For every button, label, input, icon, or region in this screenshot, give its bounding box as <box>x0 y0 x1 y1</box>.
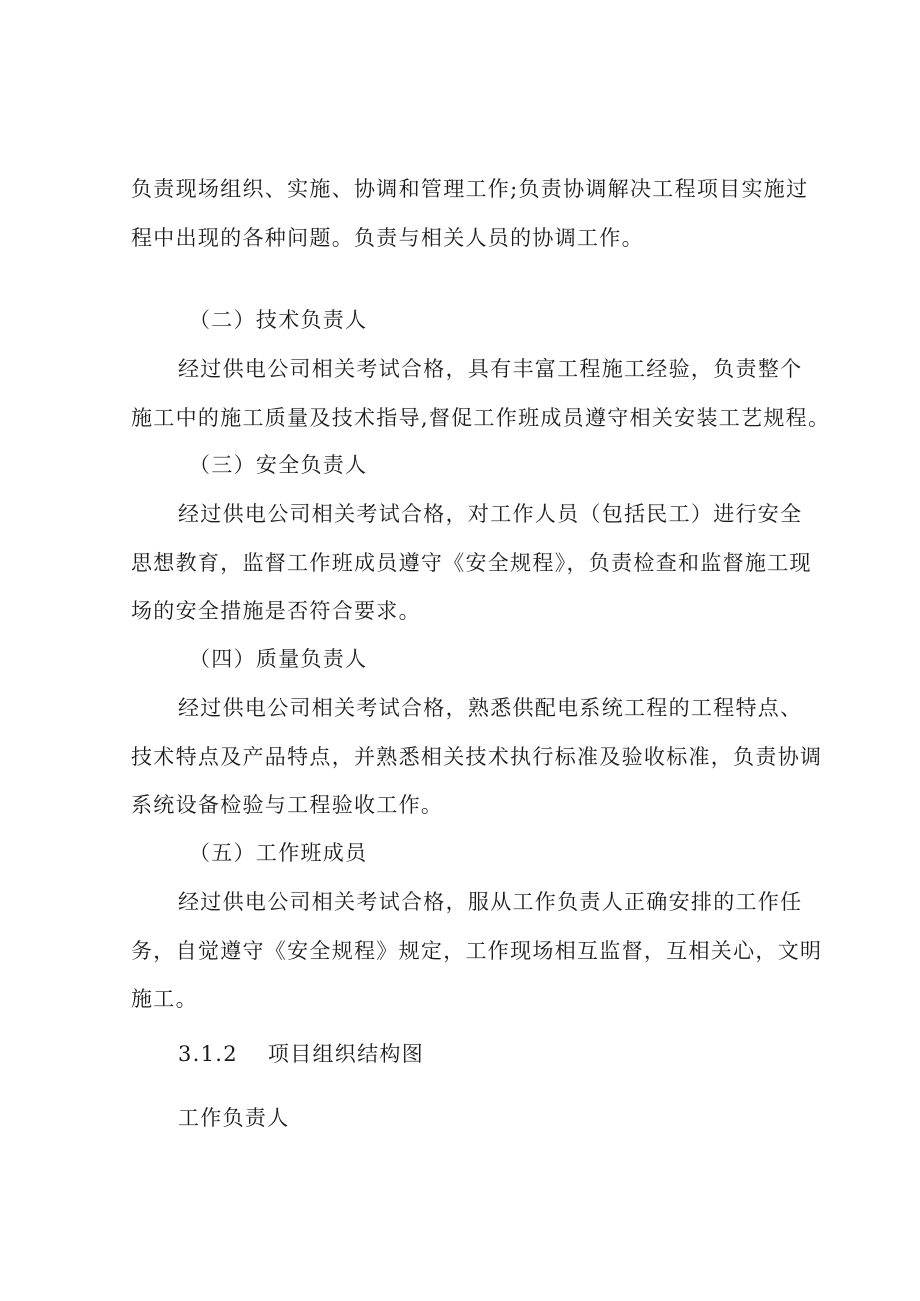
subsection-number: 3.1.2 <box>178 1042 238 1066</box>
section-3-line-1: 经过供电公司相关考试合格，对工作人员（包括民工）进行安全 <box>178 502 803 526</box>
section-3-line-3: 场的安全措施是否符合要求。 <box>131 599 421 623</box>
section-4-line-2: 技术特点及产品特点，并熟悉相关技术执行标准及验收标准，负责协调 <box>131 745 823 769</box>
section-4-heading: （四）质量负责人 <box>189 647 368 671</box>
section-4-line-3: 系统设备检验与工程验收工作。 <box>131 793 444 817</box>
section-2-line-1: 经过供电公司相关考试合格，具有丰富工程施工经验，负责整个 <box>178 357 803 381</box>
section-2-line-2: 施工中的施工质量及技术指导,督促工作班成员遵守相关安装工艺规程。 <box>131 406 831 430</box>
section-5-line-3: 施工。 <box>131 987 198 1011</box>
subsection-title: 项目组织结构图 <box>267 1042 425 1066</box>
paragraph-1-line-1: 负责现场组织、实施、协调和管理工作;负责协调解决工程项目实施过 <box>131 177 809 201</box>
org-chart-top-node: 工作负责人 <box>178 1106 290 1130</box>
section-3-heading: （三）安全负责人 <box>189 453 368 477</box>
section-2-heading: （二）技术负责人 <box>189 308 368 332</box>
section-5-line-2: 务，自觉遵守《安全规程》规定，工作现场相互监督，互相关心，文明 <box>131 939 823 963</box>
section-3-line-2: 思想教育，监督工作班成员遵守《安全规程》，负责检查和监督施工现 <box>131 551 812 575</box>
section-4-line-1: 经过供电公司相关考试合格，熟悉供配电系统工程的工程特点、 <box>178 696 803 720</box>
section-5-heading: （五）工作班成员 <box>189 841 368 865</box>
section-5-line-1: 经过供电公司相关考试合格，服从工作负责人正确安排的工作任 <box>178 890 803 914</box>
subsection-heading <box>178 1039 424 1069</box>
paragraph-1-line-2: 程中出现的各种问题。负责与相关人员的协调工作。 <box>131 226 644 250</box>
